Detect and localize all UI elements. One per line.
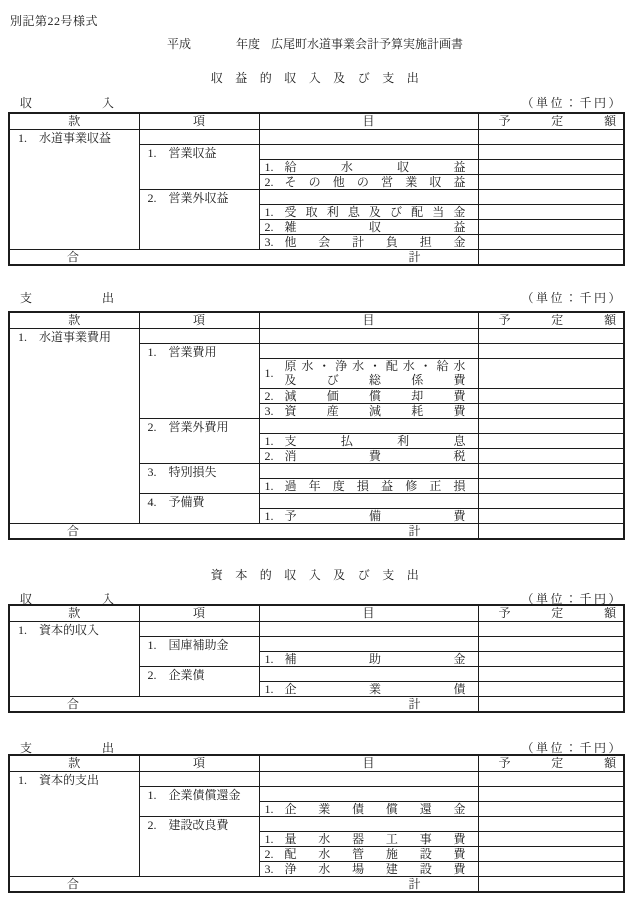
amount-cell [478,801,624,816]
moku-cell: 1. 企 業 債 償 還 金 [259,801,478,816]
unit-note: （単位：千円） [521,291,623,305]
moku-cell: 1. 量 水 器 工 事 費 [259,831,478,846]
column-header-kou: 項 [139,755,259,771]
amount-cell [478,418,624,433]
moku-cell: 1. 補 助 金 [259,651,478,666]
amount-cell [478,846,624,861]
amount-cell [478,816,624,831]
amount-cell [478,621,624,636]
amount-cell [478,651,624,666]
title-name: 広尾町水道事業会計予算実施計画書 [271,37,464,51]
kou-cell-empty [139,328,259,343]
amount-cell [478,831,624,846]
moku-cell: 3. 浄 水 場 建 設 費 [259,861,478,876]
kou-cell: 3. 特別損失 [139,463,259,493]
title-nendo: 年度 [235,37,260,51]
kou-cell: 2. 営業外収益 [139,189,259,249]
moku-cell: 1. 過 年 度 損 益 修 正 損 [259,478,478,493]
moku-cell-empty [259,343,478,358]
moku-cell-empty [259,786,478,801]
amount-cell [478,681,624,696]
total-label-cell: 合 計 [9,249,478,265]
kou-cell: 1. 営業費用 [139,343,259,418]
kou-cell-empty [139,771,259,786]
total-row [9,523,624,539]
amount-cell [478,189,624,204]
moku-cell: 1. 給 水 収 益 [259,159,478,174]
amount-cell [478,343,624,358]
moku-cell-empty [259,144,478,159]
total-label-cell: 合 計 [9,523,478,539]
amount-cell [478,129,624,144]
column-header-kou: 項 [139,113,259,129]
column-header-amount: 予 定 額 [478,113,624,129]
total-label-cell: 合 計 [9,696,478,712]
total-row [9,249,624,265]
column-header-amount: 予 定 額 [478,605,624,621]
moku-cell: 1. 企 業 債 [259,681,478,696]
table-header-row [9,755,624,771]
moku-cell: 3. 資 産 減 耗 費 [259,403,478,418]
table-header-row [9,312,624,328]
kou-cell: 4. 予備費 [139,493,259,523]
moku-cell-empty [259,463,478,478]
amount-cell [478,666,624,681]
kan-cell: 1. 水道事業費用 [9,328,139,523]
kou-cell-empty [139,621,259,636]
amount-cell [478,433,624,448]
moku-cell: 2. 減 価 償 却 費 [259,388,478,403]
revenue-expense-table [8,311,625,540]
table-label-income: 収 入 [20,96,114,110]
moku-cell-empty [259,816,478,831]
total-row [9,876,624,892]
meta-row [8,740,623,755]
revenue-income-table [8,112,625,266]
total-row [9,696,624,712]
moku-cell: 1. 受 取 利 息 及 び 配 当 金 [259,204,478,219]
moku-cell-empty [259,189,478,204]
column-header-kou: 項 [139,605,259,621]
total-amount-cell [478,523,624,539]
moku-cell: 1. 支 払 利 息 [259,433,478,448]
amount-cell [478,636,624,651]
amount-cell [478,786,624,801]
amount-cell [478,174,624,189]
amount-cell [478,219,624,234]
column-header-kan: 款 [9,312,139,328]
kou-cell: 2. 企業債 [139,666,259,696]
amount-cell [478,144,624,159]
table-header-row [9,605,624,621]
kan-cell: 1. 水道事業収益 [9,129,139,249]
column-header-moku: 目 [259,755,478,771]
amount-cell [478,234,624,249]
kou-cell-empty [139,129,259,144]
amount-cell [478,328,624,343]
table-row [9,328,624,343]
table-label-expense: 支 出 [20,291,114,305]
column-header-moku: 目 [259,312,478,328]
table-row [9,771,624,786]
total-amount-cell [478,249,624,265]
column-header-moku: 目 [259,113,478,129]
section-heading-revenue: 収益的収入及び支出 [210,71,432,85]
table-label-income: 収 入 [20,592,114,606]
amount-cell [478,159,624,174]
kou-cell: 2. 建設改良費 [139,816,259,876]
amount-cell [478,204,624,219]
table-header-row [9,113,624,129]
amount-cell [478,478,624,493]
moku-cell: 2. 消 費 税 [259,448,478,463]
amount-cell [478,358,624,388]
form-number: 別記第22号様式 [10,14,99,28]
moku-cell-empty [259,328,478,343]
amount-cell [478,861,624,876]
amount-cell [478,448,624,463]
column-header-kan: 款 [9,755,139,771]
title-era: 平成 [166,37,191,51]
column-header-kan: 款 [9,605,139,621]
moku-cell: 1. 予 備 費 [259,508,478,523]
column-header-amount: 予 定 額 [478,755,624,771]
total-label-cell: 合 計 [9,876,478,892]
moku-cell: 2. 雑 収 益 [259,219,478,234]
amount-cell [478,403,624,418]
column-header-kan: 款 [9,113,139,129]
unit-note: （単位：千円） [521,592,623,606]
amount-cell [478,771,624,786]
total-amount-cell [478,876,624,892]
moku-cell: 2. そ の 他 の 営 業 収 益 [259,174,478,189]
amount-cell [478,388,624,403]
total-amount-cell [478,696,624,712]
moku-cell: 3. 他 会 計 負 担 金 [259,234,478,249]
meta-row [8,95,623,110]
moku-cell-empty [259,621,478,636]
table-row [9,621,624,636]
amount-cell [478,493,624,508]
table-label-expense: 支 出 [20,741,114,755]
document-title [0,37,630,51]
moku-cell: 2. 配 水 管 施 設 費 [259,846,478,861]
column-header-moku: 目 [259,605,478,621]
amount-cell [478,508,624,523]
capital-expense-table [8,754,625,893]
moku-cell-empty [259,129,478,144]
unit-note: （単位：千円） [521,96,623,110]
moku-cell-empty [259,418,478,433]
section-heading-capital: 資本的収入及び支出 [210,568,432,582]
kou-cell: 1. 営業収益 [139,144,259,189]
table-row [9,129,624,144]
moku-cell: 1. 原 水 ・ 浄 水 ・ 配 水 ・ 給 水 及 び 総 係 費 [259,358,478,388]
kan-cell: 1. 資本的収入 [9,621,139,696]
moku-cell-empty [259,636,478,651]
unit-note: （単位：千円） [521,741,623,755]
column-header-amount: 予 定 額 [478,312,624,328]
moku-cell-empty [259,493,478,508]
kan-cell: 1. 資本的支出 [9,771,139,876]
kou-cell: 1. 国庫補助金 [139,636,259,666]
kou-cell: 2. 営業外費用 [139,418,259,463]
kou-cell: 1. 企業債償還金 [139,786,259,816]
moku-cell-empty [259,771,478,786]
capital-income-table [8,604,625,713]
moku-cell-empty [259,666,478,681]
meta-row [8,290,623,305]
amount-cell [478,463,624,478]
column-header-kou: 項 [139,312,259,328]
